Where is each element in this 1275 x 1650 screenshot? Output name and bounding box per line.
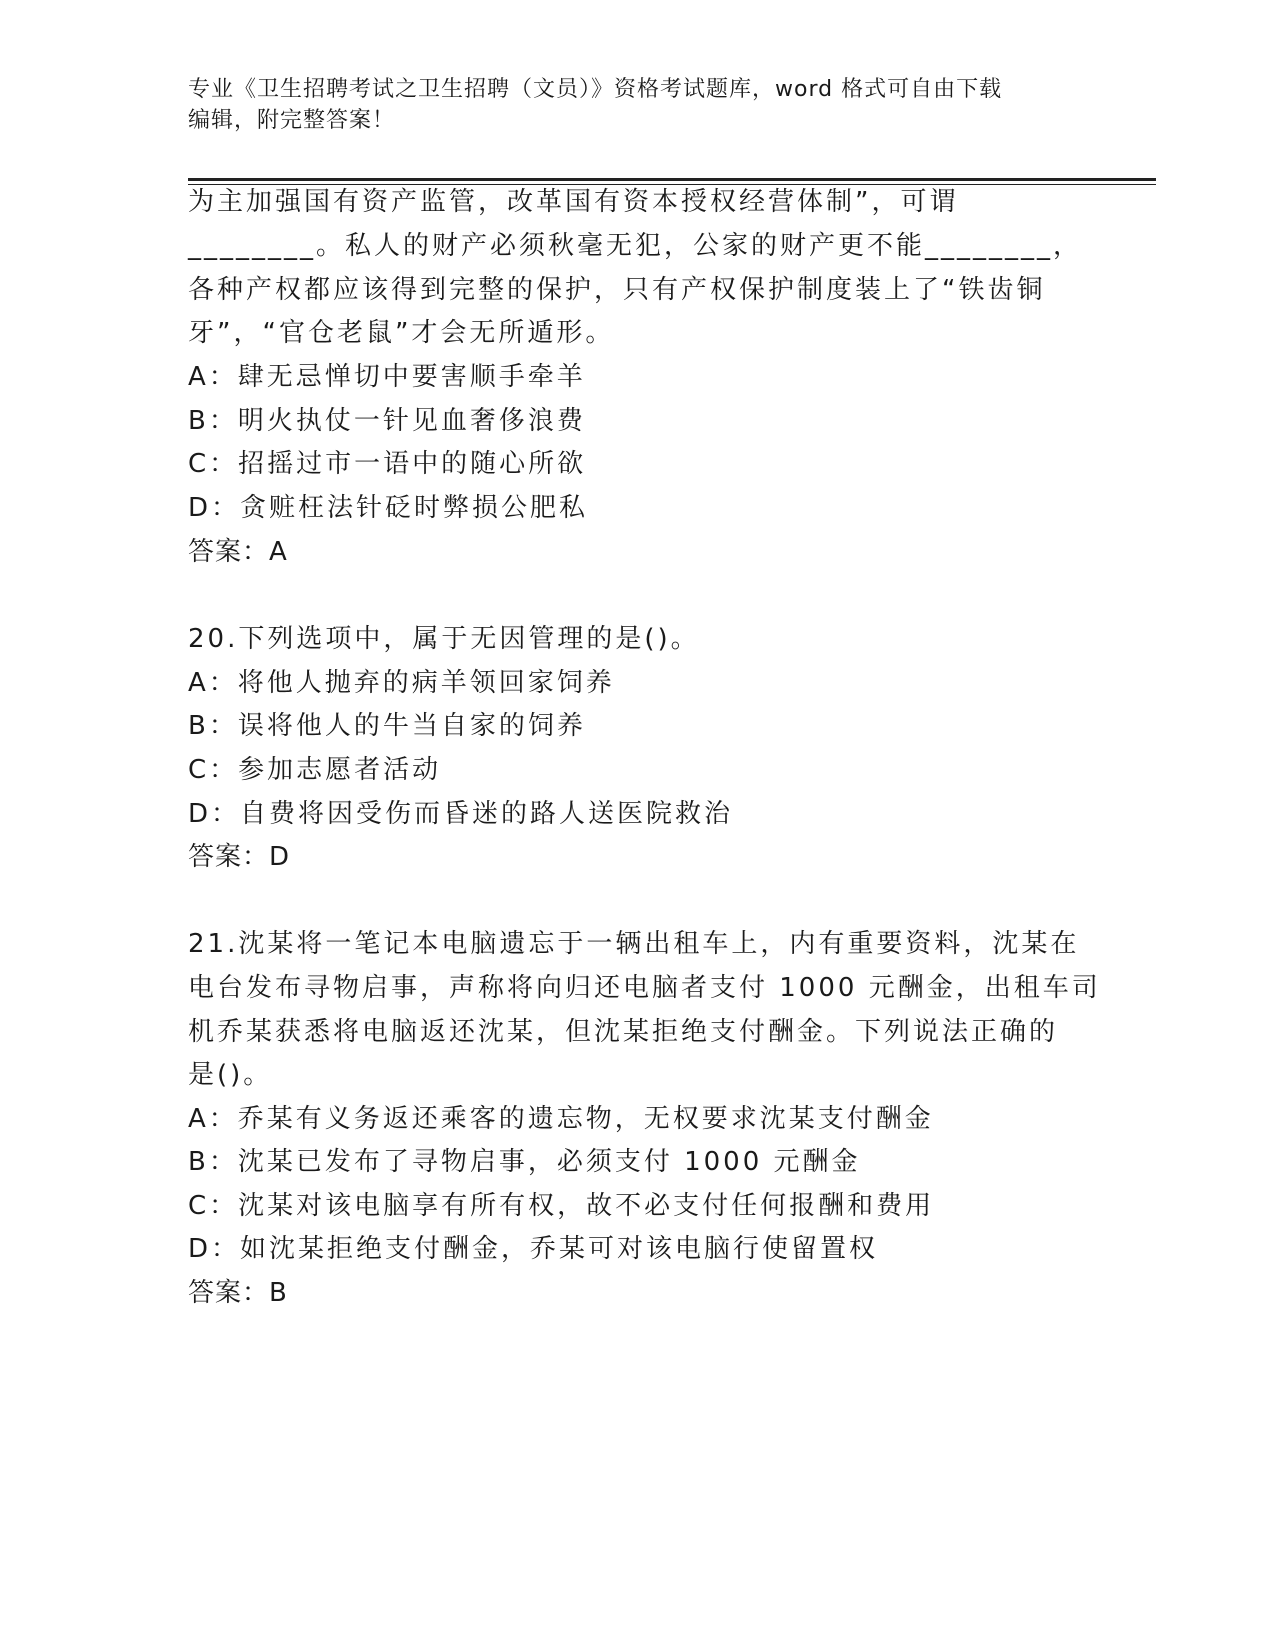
q21-option-a: A：乔某有义务返还乘客的遗忘物，无权要求沈某支付酬金 bbox=[188, 1104, 934, 1134]
q20-text-line-1: 20.下列选项中，属于无因管理的是()。 bbox=[188, 624, 700, 654]
q20-option-d: D：自费将因受伤而昏迷的路人送医院救治 bbox=[188, 799, 734, 829]
q19-text-line-4: 牙”，“官仓老鼠”才会无所遁形。 bbox=[188, 318, 615, 348]
q19-option-d: D：贪赃枉法针砭时弊损公肥私 bbox=[188, 493, 589, 523]
q21-text-line-2: 电台发布寻物启事，声称将向归还电脑者支付 1000 元酬金，出租车司 bbox=[188, 973, 1101, 1003]
q20-option-c: C：参加志愿者活动 bbox=[188, 755, 442, 785]
q19-option-a: A：肆无忌惮切中要害顺手牵羊 bbox=[188, 362, 586, 392]
page-header bbox=[188, 74, 1068, 136]
q19-option-b: B：明火执仗一针见血奢侈浪费 bbox=[188, 406, 586, 436]
q21-text-line-1: 21.沈某将一笔记本电脑遗忘于一辆出租车上，内有重要资料，沈某在 bbox=[188, 929, 1080, 959]
header-line-1: 专业《卫生招聘考试之卫生招聘（文员）》资格考试题库，word 格式可自由下载 bbox=[188, 77, 1003, 102]
header-divider-thin bbox=[188, 184, 1156, 185]
q21-option-d: D：如沈某拒绝支付酬金，乔某可对该电脑行使留置权 bbox=[188, 1234, 879, 1264]
q19-text-line-1: 为主加强国有资产监管，改革国有资本授权经营体制”，可谓 bbox=[188, 187, 959, 217]
q20-option-a: A：将他人抛弃的病羊领回家饲养 bbox=[188, 668, 615, 698]
q19-option-c: C：招摇过市一语中的随心所欲 bbox=[188, 449, 587, 479]
header-divider-thick bbox=[188, 178, 1156, 181]
header-line-2: 编辑，附完整答案！ bbox=[188, 108, 396, 133]
q19-text-line-2: ________。私人的财产必须秋毫无犯，公家的财产更不能________， bbox=[188, 231, 1083, 261]
q21-option-b: B：沈某已发布了寻物启事，必须支付 1000 元酬金 bbox=[188, 1147, 861, 1177]
q20-option-b: B：误将他人的牛当自家的饲养 bbox=[188, 711, 586, 741]
q21-text-line-4: 是()。 bbox=[188, 1060, 273, 1090]
q21-answer: 答案：B bbox=[188, 1278, 288, 1308]
q21-option-c: C：沈某对该电脑享有所有权，故不必支付任何报酬和费用 bbox=[188, 1191, 935, 1221]
q19-text-line-3: 各种产权都应该得到完整的保护，只有产权保护制度装上了“铁齿铜 bbox=[188, 275, 1046, 305]
q20-answer: 答案：D bbox=[188, 842, 291, 872]
q19-answer: 答案：A bbox=[188, 537, 288, 567]
q21-text-line-3: 机乔某获悉将电脑返还沈某，但沈某拒绝支付酬金。下列说法正确的 bbox=[188, 1017, 1059, 1047]
